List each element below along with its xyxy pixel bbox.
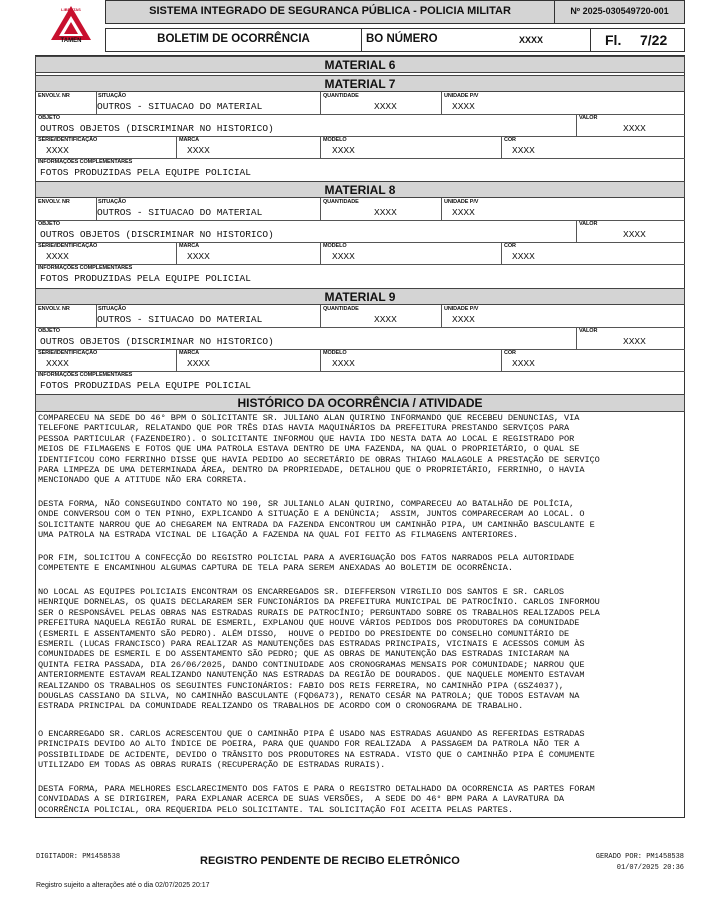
serie-value: XXXX bbox=[46, 358, 69, 369]
label-quantidade: QUANTIDADE bbox=[323, 306, 359, 312]
objeto-value: OUTROS OBJETOS (DISCRIMINAR NO HISTORICO) bbox=[40, 229, 274, 240]
alteration-note: Registro sujeito a alterações até o dia 02/07/2025 20:17 bbox=[36, 882, 210, 889]
system-title: SISTEMA INTEGRADO DE SEGURANCA PÚBLICA - POLICIA MILITAR bbox=[149, 5, 511, 17]
info-value: FOTOS PRODUZIDAS PELA EQUIPE POLICIAL bbox=[40, 167, 251, 178]
cell-divider bbox=[320, 136, 321, 158]
gerado-por: GERADO POR: PM1458538 bbox=[595, 853, 684, 861]
label-info: INFORMAÇÕES COMPLEMENTARES bbox=[38, 372, 133, 378]
situacao-value: OUTROS - SITUACAO DO MATERIAL bbox=[97, 101, 263, 112]
cell-divider bbox=[501, 136, 502, 158]
info-value: FOTOS PRODUZIDAS PELA EQUIPE POLICIAL bbox=[40, 273, 251, 284]
situacao-value: OUTROS - SITUACAO DO MATERIAL bbox=[97, 314, 263, 325]
page-value: 7/22 bbox=[640, 32, 668, 48]
doc-number: Nº 2025-030549720-001 bbox=[570, 6, 669, 16]
serie-value: XXXX bbox=[46, 251, 69, 262]
cell-divider bbox=[576, 327, 577, 349]
row-divider bbox=[35, 264, 685, 265]
cell-divider bbox=[441, 198, 442, 220]
digitador: DIGITADOR: PM1458538 bbox=[36, 853, 121, 861]
bo-number-label: BO NÚMERO bbox=[366, 33, 438, 45]
label-info: INFORMAÇÕES COMPLEMENTARES bbox=[38, 265, 133, 271]
state-coat-of-arms-logo bbox=[45, 2, 97, 48]
cell-divider bbox=[576, 220, 577, 242]
logo-motto-text: TAMEN bbox=[60, 38, 82, 44]
historico-paragraph: NO LOCAL AS EQUIPES POLICIAIS ENCONTRAM OS ENCARREGADOS SR. DIEFFERSON VIRGILIO DOS SANTOS E SR. CARLOS HENRIQUE DORNELAS, OS QUAIS DECLARAREM SER FUNCIONÁRIOS DA PREFEITURA MUNICIPAL DE PATROCÍNIO. CARLOS INFORMOU SER O RESPONSÁVEL PELAS OBRAS NAS ESTRADAS RURAIS DE PATROCÍNIO; PERGUNTADO SOBRE OS TRABALHOS REALIZADOS PELA PREFEITURA NAQUELA REGIÃO RURAL DE ESMERIL, EXPLANOU QUE HOUVE VÁRIOS PEDIDOS DOS PRODUTORES DA COMUNIDADE (ESMERIL E ASSENTAMENTO SÃO PEDRO). ALÉM DISSO, HOUVE O PEDIDO DO PRESIDENTE DO CONSELHO COMUNITÁRIO DE ESMERIL (LUCAS FRANCISCO) PARA REALIZAR AS MANUTENÇÕES DAS ESTRADAS PRINCIPAIS, VICINAIS E ACESSOS COMUM ÀS COMUNIDADES DE ESMERIL E DO ASSENTAMENTO SÃO PEDRO; QUE AS OBRAS DE MANUTENÇÃO DAS ESTRADAS INICIARAM NA QUINTA FEIRA PASSADA, DIA 26/06/2025, DANDO CONTINUIDADE AOS CRONOGRAMAS MENSAIS POR COMUNIDADE; NARROU QUE ANTERIORMENTE ESTAVAM REALIZANDO NANUTENÇÃO NAS ESTRADAS DA REGIÃO DE DOURADOS. QUE NAQUELE MOMENTO ESTAVAM REALIZANDO OS TRABALHOS OS SEGUINTES FUNCIONÁRIOS: FABIO DOS REIS FERREIRA, NO CAMINHÃO PIPA (GSZ4037), DOUGLAS CASSIANO DA SILVA, NO CAMINHÃO BASCULANTE (FQD6A73), RENATO CESÁR NA PATROLA; QUE TODOS ESTAVAM NA ESTRADA PRINCIPAL DA COMUNIDADE REALIZANDO OS TRABALHOS DE ACORDO COM O CRONOGRAMA DE TRABALHO. bbox=[38, 587, 600, 712]
cell-divider bbox=[176, 136, 177, 158]
material-header: MATERIAL 8 bbox=[35, 181, 685, 198]
cell-divider bbox=[576, 114, 577, 136]
label-valor: VALOR bbox=[579, 328, 598, 334]
marca-value: XXXX bbox=[187, 145, 210, 156]
cell-divider bbox=[501, 349, 502, 371]
label-valor: VALOR bbox=[579, 221, 598, 227]
modelo-value: XXXX bbox=[332, 251, 355, 262]
label-envolv: ENVOLV. NR bbox=[38, 93, 70, 99]
row-divider bbox=[35, 242, 685, 243]
situacao-value: OUTROS - SITUACAO DO MATERIAL bbox=[97, 207, 263, 218]
material-header: MATERIAL 9 bbox=[35, 288, 685, 305]
historico-paragraph: COMPARECEU NA SEDE DO 46° BPM O SOLICITANTE SR. JULIANO ALAN QUIRINO INFORMANDO QUE RECEBEU DENUNCIAS, VIA TELEFONE PARTICULAR, RELATANDO QUE POR TRÊS DIAS HAVIA MAQUINÁRIOS DA PREFEITURA PRESTANDO SERVIÇOS PARA PESSOA PARTICULAR (FAZENDEIRO). O SOLICITANTE INFORMOU QUE HAVIA IDO NESTA DATA AO LOCAL E REGISTRADO POR MEIOS DE FILMAGENS E FOTOS QUE UMA PATROLA ESTAVA DENTRO DE UMA FAZENDA, NA QUAL O PROPRIETÁRIO, O QUAL SE IDENTIFICOU COMO FERRINHO DISSE QUE HAVIA PEDIDO AO SECRETÁRIO DE OBRAS THIAGO MALAGOLE A PRESTAÇÃO DE SERVIÇO PARA LIMPEZA DE UMA DETERMINADA ÁREA, DENTRO DA PROPRIEDADE, DETALHOU QUE O PROPRIETÁRIO, FERRINHO, O HAVIA MENCIONADO QUE A ATITUDE NÃO ERA CORRETA. bbox=[38, 413, 600, 486]
cell-divider bbox=[320, 92, 321, 114]
cell-divider bbox=[320, 198, 321, 220]
label-modelo: MODELO bbox=[323, 137, 347, 143]
label-unidade: UNIDADE P/V bbox=[444, 199, 479, 205]
label-situacao: SITUAÇÃO bbox=[98, 306, 126, 312]
label-serie: SÉRIE/IDENTIFICAÇÃO bbox=[38, 243, 98, 249]
valor-value: XXXX bbox=[623, 336, 646, 347]
cell-divider bbox=[441, 92, 442, 114]
valor-value: XXXX bbox=[623, 123, 646, 134]
label-marca: MARCA bbox=[179, 243, 199, 249]
pending-receipt-notice: REGISTRO PENDENTE DE RECIBO ELETRÔNICO bbox=[200, 855, 460, 867]
cell-divider bbox=[320, 349, 321, 371]
material-6-header: MATERIAL 6 bbox=[35, 56, 685, 73]
cor-value: XXXX bbox=[512, 145, 535, 156]
row-divider bbox=[35, 349, 685, 350]
modelo-value: XXXX bbox=[332, 358, 355, 369]
label-situacao: SITUAÇÃO bbox=[98, 199, 126, 205]
cell-divider bbox=[501, 242, 502, 264]
cell-divider bbox=[176, 242, 177, 264]
label-objeto: OBJETO bbox=[38, 221, 60, 227]
cor-value: XXXX bbox=[512, 251, 535, 262]
valor-value: XXXX bbox=[623, 229, 646, 240]
label-objeto: OBJETO bbox=[38, 115, 60, 121]
serie-value: XXXX bbox=[46, 145, 69, 156]
label-envolv: ENVOLV. NR bbox=[38, 306, 70, 312]
label-serie: SÉRIE/IDENTIFICAÇÃO bbox=[38, 350, 98, 356]
unidade-value: XXXX bbox=[452, 207, 475, 218]
historico-header: HISTÓRICO DA OCORRÊNCIA / ATIVIDADE bbox=[35, 394, 685, 412]
label-serie: SÉRIE/IDENTIFICAÇÃO bbox=[38, 137, 98, 143]
info-value: FOTOS PRODUZIDAS PELA EQUIPE POLICIAL bbox=[40, 380, 251, 391]
quantidade-value: XXXX bbox=[374, 314, 397, 325]
row-divider bbox=[35, 158, 685, 159]
label-quantidade: QUANTIDADE bbox=[323, 93, 359, 99]
label-info: INFORMAÇÕES COMPLEMENTARES bbox=[38, 159, 133, 165]
objeto-value: OUTROS OBJETOS (DISCRIMINAR NO HISTORICO) bbox=[40, 123, 274, 134]
row-divider bbox=[35, 136, 685, 137]
unidade-value: XXXX bbox=[452, 314, 475, 325]
cell-divider bbox=[320, 242, 321, 264]
cor-value: XXXX bbox=[512, 358, 535, 369]
label-marca: MARCA bbox=[179, 350, 199, 356]
historico-paragraph: O ENCARREGADO SR. CARLOS ACRESCENTOU QUE O CAMINHÃO PIPA É USADO NAS ESTRADAS AGUANDO AS REFERIDAS ESTRADAS PRINCIPAIS DEVIDO AO ALTO ÍNDICE DE POEIRA, PARA QUE QUANDO FOR REALIZADA A PASSAGEM DA PATROLA NÃO TER A POSSIBILIDADE DE ACIDENTE, DEVIDO O TRÂNSITO DOS PRODUTORES NA ESTRADA. VISTO QUE O CAMINHÃO PIPA É COMUMENTE UTILIZADO EM TODAS AS OBRAS RURAIS (RECUPERAÇÃO DE ESTRADAS RURAIS). bbox=[38, 729, 595, 771]
objeto-value: OUTROS OBJETOS (DISCRIMINAR NO HISTORICO) bbox=[40, 336, 274, 347]
report-title: BOLETIM DE OCORRÊNCIA bbox=[157, 33, 310, 45]
bo-number-value: XXXX bbox=[519, 35, 544, 45]
historico-paragraph: DESTA FORMA, PARA MELHORES ESCLARECIMENTO DOS FATOS E PARA O REGISTRO DETALHADO DA OCORRENCIA AS PARTES FORAM CONVIDADAS A SE DIRIGIREM, PARA EXPLANAR ACERCA DE SUAS VERSÕES, A SEDE DO 46° BPM PARA A LAVRATURA DA OCORRÊNCIA POLICIAL, ORA REQUERIDA PELO SOLICITANTE. TAL SOLICITAÇÃO FOI ACEITA PELAS PARTES. bbox=[38, 784, 595, 815]
label-unidade: UNIDADE P/V bbox=[444, 93, 479, 99]
unidade-value: XXXX bbox=[452, 101, 475, 112]
row-divider bbox=[35, 371, 685, 372]
label-objeto: OBJETO bbox=[38, 328, 60, 334]
label-cor: COR bbox=[504, 350, 516, 356]
label-envolv: ENVOLV. NR bbox=[38, 199, 70, 205]
page-label: Fl. bbox=[605, 32, 622, 48]
historico-paragraph: DESTA FORMA, NÃO CONSEGUINDO CONTATO NO 190, SR JULIANLO ALAN QUIRINO, COMPARECEU AO BATALHÃO DE POLÍCIA, ONDE CONVERSOU COM O TEN PINHO, EXPLICANDO A SITUAÇÃO E A DENÚNCIA; ASSIM, JUNTOS COMPARECERAM AO LOCAL. O SOLICITANTE NARROU QUE AO CHEGAREM NA ENTRADA DA FAZENDA ENCONTROU UM CAMINHÃO PIPA, UM CAMINHÃO BASCULANTE E UMA PATROLA NA ESTRADA VICINAL DE LIGAÇÃO A FAZENDA NA QUAL FOI FEITO AS FILMAGENS ANTERIORES. bbox=[38, 499, 595, 541]
label-modelo: MODELO bbox=[323, 243, 347, 249]
marca-value: XXXX bbox=[187, 358, 210, 369]
historico-paragraph: POR FIM, SOLICITOU A CONFECÇÃO DO REGISTRO POLICIAL PARA A AVERIGUAÇÃO DOS FATOS NARRADOS PELA AUTORIDADE COMPETENTE E ENCAMINHOU ALGUMAS CAPTURA DE TELA PARA SEREM ANEXADAS AO BOLETIM DE OCORRÊNCIA. bbox=[38, 553, 575, 574]
label-cor: COR bbox=[504, 137, 516, 143]
svg-text:LIBERTAS: LIBERTAS bbox=[61, 7, 81, 12]
label-unidade: UNIDADE P/V bbox=[444, 306, 479, 312]
modelo-value: XXXX bbox=[332, 145, 355, 156]
label-quantidade: QUANTIDADE bbox=[323, 199, 359, 205]
marca-value: XXXX bbox=[187, 251, 210, 262]
cell-divider bbox=[176, 349, 177, 371]
label-marca: MARCA bbox=[179, 137, 199, 143]
cell-divider bbox=[441, 305, 442, 327]
label-cor: COR bbox=[504, 243, 516, 249]
quantidade-value: XXXX bbox=[374, 207, 397, 218]
label-modelo: MODELO bbox=[323, 350, 347, 356]
label-valor: VALOR bbox=[579, 115, 598, 121]
label-situacao: SITUAÇÃO bbox=[98, 93, 126, 99]
quantidade-value: XXXX bbox=[374, 101, 397, 112]
gerado-data: 01/07/2025 20:36 bbox=[616, 864, 684, 872]
cell-divider bbox=[320, 305, 321, 327]
material-header: MATERIAL 7 bbox=[35, 75, 685, 92]
